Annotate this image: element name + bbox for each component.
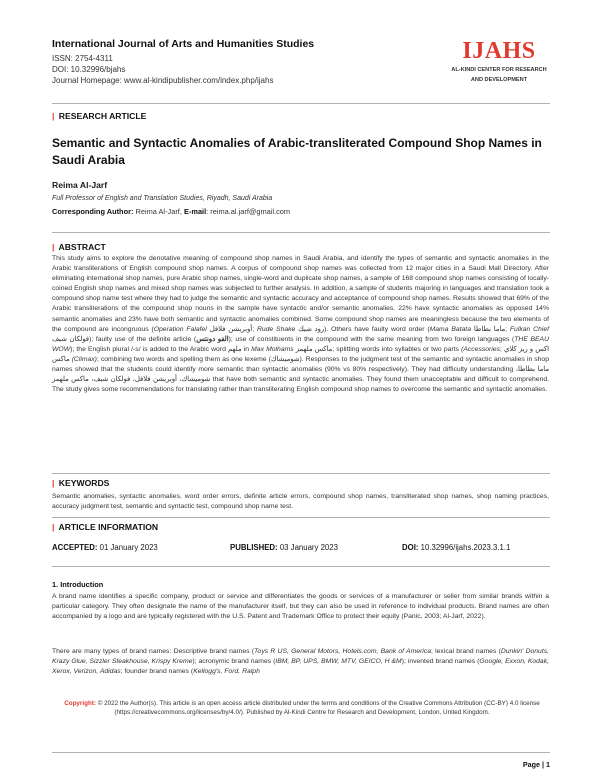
corresponding-author: Corresponding Author: Reima Al-Jarf, E-mail: reima.al.jarf@gmail.com xyxy=(52,207,291,216)
logo-mark: IJAHS xyxy=(462,38,536,64)
author-email[interactable]: : reima.al.jarf@gmail.com xyxy=(206,207,291,216)
intro-divider xyxy=(52,566,550,567)
abstract-text: This study aims to explore the denotative meaning of compound shop names in Saudi Arabia, and identify the types of semantic and syntactic anomalies in the Arabic transliterations of English compound shop names. A corpus of compound shop names was collected from 12 major cities in a Saudi Mall Directory. After eliminating international shop names, pure Arabic shop names, single-word and duplicate shop names, a sample of 168 compound shop names consisting of locally-coined English shop names and mixed shop names was subjected to further analysis. In addition, a sample of students majoring in languages and translation took a compound shop name test where they had to judge the semantic and syntactic accuracy and acceptance of compound shop names. Results showed that 69% of the Arabic transliterations of the compound shop nouns in the sample have syntactic and/or semantic anomalies. 22% have syntactic anomalies as opposed 14% semantic anomalies and 23% have both semantic and syntactic anomalies combined. Some compound shop names are meaningless because the two elements of the compound are incongruous (Operation Falafel أوبريشن فلافل; Rude Shake رود شيك). Others have faulty word order (Mama Batata ماما بطاطا; Fulkan Chief فولكان شيف); faulty use of the definite article (الفو دونتس); use of constituents in the compound with the same meaning from two foreign languages (THE BEAU WOW); the English plural /-s/ is added to the Arabic word ملهم in Max Molhams ماكس ملهمز; splitting words into syllables or two parts (Accessories; اكس و ريز كلاي ماكس (Climax); combining two words and spelling them as one lexeme (شوميشاك). Responses to the judgment test of the semantic and syntactic anomalies in shop names showed that the students could identify more semantic than syntactic anomalies (90% vs 80% respectively). They had difficulty understanding ماما بطاطا، شوميشاك، أوبريشن فلافل، فولكان شيف، ماكس ملهمز that have both semantic and syntactic anomalies. They found them unacceptable and difficult to comprehend. The study gives some recommendations for translating rather than transliterating English compound shop names to overcome the semantic and syntactic anomalies. xyxy=(52,255,550,394)
published-date: PUBLISHED: 03 January 2023 xyxy=(230,543,338,552)
article-title: Semantic and Syntactic Anomalies of Arabic-transliterated Compound Shop Names in Saudi Arabia xyxy=(52,136,542,167)
keywords-text: Semantic anomalies, syntactic anomalies, word order errors, definite article errors, compound shop names, transliterated shop names, shop naming practices, accuracy judgment test, semantic and syntactic test, compound shop name test. xyxy=(52,493,549,511)
abstract-heading: | ABSTRACT xyxy=(52,242,106,252)
article-doi[interactable]: DOI: 10.32996/ijahs.2023.3.1.1 xyxy=(402,543,511,552)
journal-title: International Journal of Arts and Humanities Studies xyxy=(52,38,315,50)
accepted-date: ACCEPTED: 01 January 2023 xyxy=(52,543,158,552)
article-info-row xyxy=(52,543,550,555)
abstract-divider xyxy=(52,232,550,233)
research-article-label: | RESEARCH ARTICLE xyxy=(52,111,147,121)
author-name: Reima Al-Jarf xyxy=(52,180,108,190)
logo-subtitle-2: AND DEVELOPMENT xyxy=(470,77,528,83)
copyright-notice: Copyright: © 2022 the Author(s). This article is an open access article distributed under the terms and conditions of the Creative Commons Attribution (CC-BY) 4.0 license (https://creativecommons.org/licenses/by/4.0/). Published by Al-Kindi Centre for Research and Development, London, United Kingdom. xyxy=(64,700,540,717)
section-bar: | xyxy=(52,111,55,121)
footer-divider xyxy=(52,752,550,753)
journal-homepage[interactable]: Journal Homepage: www.al-kindipublisher.com/index.php/ijahs xyxy=(52,76,274,85)
intro-heading: 1. Introduction xyxy=(52,580,104,589)
keywords-divider xyxy=(52,473,550,474)
keywords-heading: | KEYWORDS xyxy=(52,478,110,488)
page-number: Page | 1 xyxy=(522,760,550,769)
intro-paragraph-1: A brand name identifies a specific company, product or service and differentiates the goods or services of a manufacturer or seller from similar brands within a particular category. They often designate the name of the manufacturer itself, but they can also be used in reference to individual products. Brand names are often accompanied by a logo and are typically registered with the U.S. Patent and Trademark Office to protect their equity (Panic, 2003; Al-Jarf, 2022). xyxy=(52,593,549,621)
header-divider xyxy=(52,103,550,104)
author-affiliation: Full Professor of English and Translation Studies, Riyadh, Saudi Arabia xyxy=(52,195,273,202)
journal-header xyxy=(52,38,432,86)
logo-subtitle-1: AL-KINDI CENTER FOR RESEARCH xyxy=(451,67,547,73)
journal-doi: DOI: 10.32996/bjahs xyxy=(52,65,126,74)
article-info-heading: | ARTICLE INFORMATION xyxy=(52,522,159,532)
ijahs-logo xyxy=(440,38,558,84)
info-divider xyxy=(52,517,550,518)
journal-issn: ISSN: 2754-4311 xyxy=(52,54,113,63)
intro-paragraph-2: There are many types of brand names: Descriptive brand names (Toys R US, General Motors, Hotels.com, Bank of America; lexical brand names (Dunkin' Donuts, Krazy Glue, Sizzler Steakhouse, Krispy Kreme); acronymic brand names (IBM, BP, UPS, BMW, MTV, GEICO, H &M); invented brand names (Google, Exxon, Kodak, Xerox, Verizon, Adidas; founder brand names (Kellogg's, Ford, Ralph xyxy=(52,648,549,676)
